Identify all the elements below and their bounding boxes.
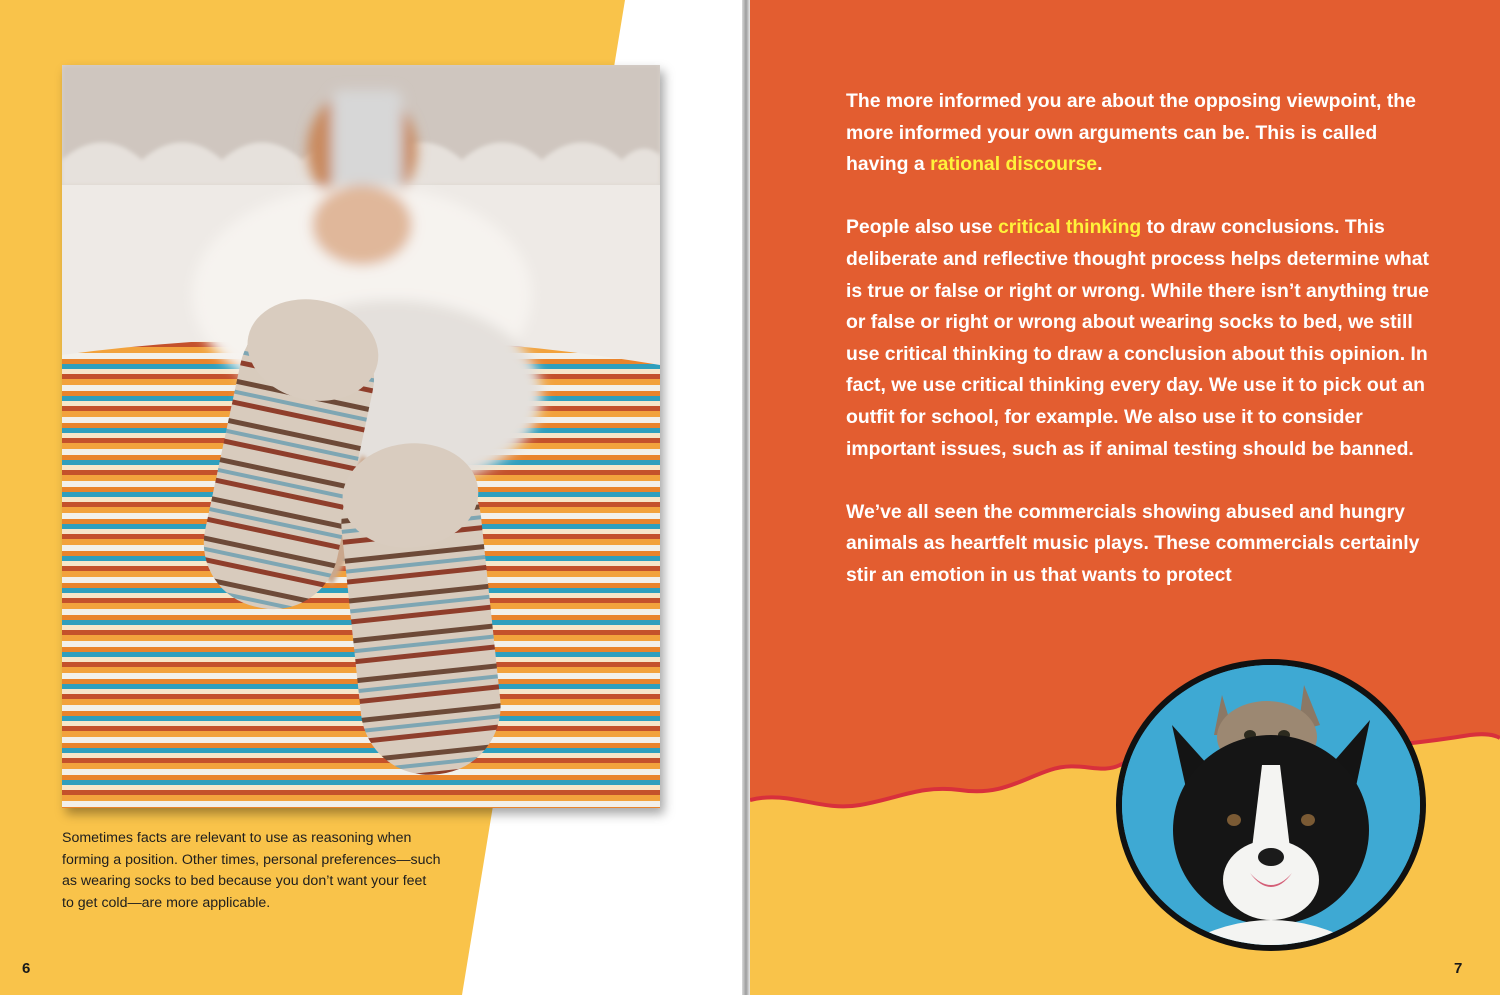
photo-person-in-socks-on-bed-icon	[62, 65, 660, 808]
photo-cat-on-dog-head-icon	[1122, 665, 1420, 945]
paragraph-1	[846, 86, 1436, 181]
paragraph-1-text: The more informed you are about the opposing viewpoint, the more informed your own arguments can be. This is called having a	[846, 90, 1416, 176]
pet-photo-circle	[1116, 659, 1426, 951]
paragraph-2-start: People also use	[846, 216, 998, 239]
paragraph-2	[846, 212, 1436, 465]
paragraph-1-end: .	[1097, 153, 1103, 176]
left-page	[0, 0, 748, 995]
paragraph-2-text: to draw conclusions. This deliberate and reflective thought process helps determine what is true or false or right or wrong. While there isn’t anything true or false or right or wrong about wearing socks to bed, we still use critical thinking to draw a conclusion about this opinion. In fact, we use critical thinking every day. We use it to pick out an outfit for school, for example. We also use it to consider important issues, such as if animal testing should be banned.	[846, 216, 1429, 460]
paragraph-3: We’ve all seen the commercials showing abused and hungry animals as heartfelt music plays. These commercials certainly stir an emotion in us that wants to protect	[846, 500, 1420, 586]
body-text	[846, 86, 1436, 623]
term-critical-thinking: critical thinking	[997, 216, 1142, 239]
book-gutter	[742, 0, 750, 995]
photo-caption: Sometimes facts are relevant to use as reasoning when forming a position. Other times, personal preferences—such as wearing socks to bed because you don’t want your feet to get cold—are more applicable.	[62, 830, 441, 911]
right-page	[750, 0, 1500, 995]
page-number-left: 6	[22, 960, 31, 977]
socks-photo	[62, 65, 660, 808]
term-rational-discourse: rational discourse	[930, 153, 1098, 176]
page-number-right: 7	[1454, 960, 1463, 977]
